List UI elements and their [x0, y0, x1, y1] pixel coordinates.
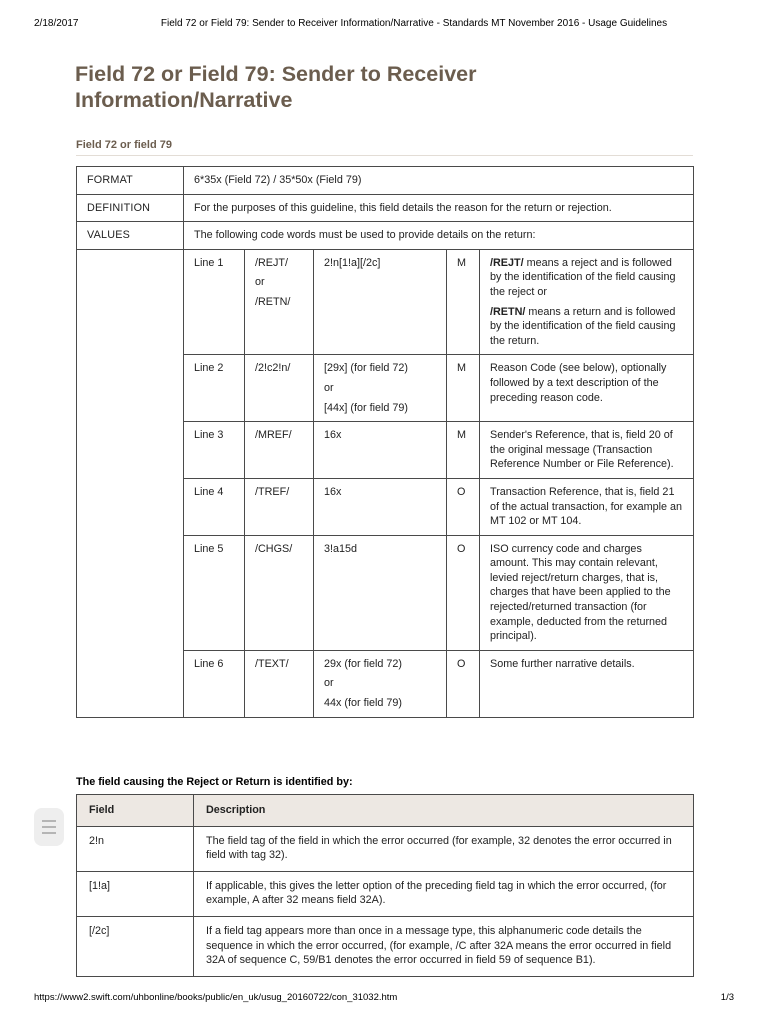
code-description-keyword-2: /RETN/	[490, 305, 526, 318]
code-format-primary: 29x (for field 72)	[324, 657, 403, 670]
table-row	[77, 826, 694, 871]
column-header-field: Field	[77, 795, 194, 827]
code-line: Line 4	[184, 478, 245, 535]
code-format: 2!n[1!a][/2c]	[314, 249, 447, 355]
field-cell: [/2c]	[77, 916, 194, 976]
code-word: /MREF/	[245, 422, 314, 479]
page-url: https://www2.swift.com/uhbonline/books/public/en_uk/usug_20160722/con_31032.htm	[34, 992, 398, 1003]
values-empty-cell	[77, 249, 184, 717]
definition-row	[77, 194, 694, 222]
code-word	[245, 249, 314, 355]
code-line: Line 5	[184, 535, 245, 650]
values-row	[77, 222, 694, 250]
code-word: /TEXT/	[245, 650, 314, 717]
field-identification-table	[76, 794, 694, 977]
column-header-description: Description	[194, 795, 694, 827]
field-section-heading: The field causing the Reject or Return is identified by:	[76, 776, 353, 788]
code-row	[77, 249, 694, 355]
table-header-row	[77, 795, 694, 827]
print-date: 2/18/2017	[34, 18, 79, 29]
format-label: FORMAT	[77, 167, 184, 195]
menu-icon[interactable]	[34, 808, 64, 846]
description-cell: If a field tag appears more than once in a message type, this alphanumeric code details the sequence in which the error occurred, (for example, /C after 32A means the error occurred in field 32A of sequence C, 59/B1 denotes the error occurred in field 59 of sequence B1).	[194, 916, 694, 976]
code-description-keyword: /REJT/	[490, 256, 524, 269]
code-status: O	[447, 650, 480, 717]
menu-icon-bar	[42, 826, 56, 828]
menu-icon-bar	[42, 820, 56, 822]
code-word: /TREF/	[245, 478, 314, 535]
values-label: VALUES	[77, 222, 184, 250]
code-line: Line 1	[184, 249, 245, 355]
definition-value: For the purposes of this guideline, this field details the reason for the return or rejection.	[184, 194, 694, 222]
code-status: O	[447, 535, 480, 650]
code-format-alternative: [44x] (for field 79)	[324, 401, 409, 414]
code-status: M	[447, 355, 480, 422]
code-description: Some further narrative details.	[480, 650, 694, 717]
code-format-or: or	[324, 381, 334, 394]
description-cell: The field tag of the field in which the error occurred (for example, 32 denotes the error occurred in field with tag 32).	[194, 826, 694, 871]
print-footer	[34, 992, 734, 1005]
page-title-line-1: Field 72 or Field 79: Sender to Receiver	[75, 62, 477, 86]
code-line: Line 6	[184, 650, 245, 717]
format-value: 6*35x (Field 72) / 35*50x (Field 79)	[184, 167, 694, 195]
print-title: Field 72 or Field 79: Sender to Receiver Information/Narrative - Standards MT November 2016 - Usage Guidelines	[160, 18, 668, 29]
section-title: Field 72 or field 79	[76, 139, 172, 151]
definition-label: DEFINITION	[77, 194, 184, 222]
code-format	[314, 355, 447, 422]
page-title	[75, 61, 635, 113]
description-cell: If applicable, this gives the letter option of the preceding field tag in which the error occurred, (for example, A after 32 means field 32A).	[194, 871, 694, 916]
code-word-or: or	[255, 276, 265, 289]
code-description: Transaction Reference, that is, field 21 of the actual transaction, for example an MT 102 or MT 104.	[480, 478, 694, 535]
page-title-line-2: Information/Narrative	[75, 88, 293, 112]
code-format: 16x	[314, 478, 447, 535]
field-cell: [1!a]	[77, 871, 194, 916]
code-line: Line 3	[184, 422, 245, 479]
menu-icon-bar	[42, 832, 56, 834]
code-status: O	[447, 478, 480, 535]
format-row	[77, 167, 694, 195]
field-cell: 2!n	[77, 826, 194, 871]
code-line: Line 2	[184, 355, 245, 422]
code-description	[480, 249, 694, 355]
code-format	[314, 650, 447, 717]
section-divider	[76, 155, 693, 156]
code-word-alternative: /RETN/	[255, 295, 291, 308]
code-word: /CHGS/	[245, 535, 314, 650]
code-word-primary: /REJT/	[255, 256, 288, 269]
code-format: 16x	[314, 422, 447, 479]
code-word: /2!c2!n/	[245, 355, 314, 422]
table-row	[77, 916, 694, 976]
code-description-text: means a reject and is followed by the identification of the field causing the reject or	[490, 256, 676, 298]
page-number: 1/3	[720, 992, 734, 1003]
field-definition-table	[76, 166, 694, 718]
code-description: Sender's Reference, that is, field 20 of the original message (Transaction Reference Number or File Reference).	[480, 422, 694, 479]
code-description-text-2: means a return and is followed by the identification of the field causing the return.	[490, 305, 676, 347]
code-description: Reason Code (see below), optionally followed by a text description of the preceding reason code.	[480, 355, 694, 422]
code-format-or: or	[324, 677, 334, 690]
print-header	[34, 18, 734, 32]
code-format: 3!a15d	[314, 535, 447, 650]
code-status: M	[447, 249, 480, 355]
code-format-primary: [29x] (for field 72)	[324, 362, 409, 375]
code-status: M	[447, 422, 480, 479]
table-row	[77, 871, 694, 916]
code-format-alternative: 44x (for field 79)	[324, 697, 403, 710]
values-value: The following code words must be used to provide details on the return:	[184, 222, 694, 250]
code-description: ISO currency code and charges amount. This may contain relevant, levied reject/return charges, that is, charges that have been applied to the rejected/returned transaction (for example, deducted from the returned principal).	[480, 535, 694, 650]
